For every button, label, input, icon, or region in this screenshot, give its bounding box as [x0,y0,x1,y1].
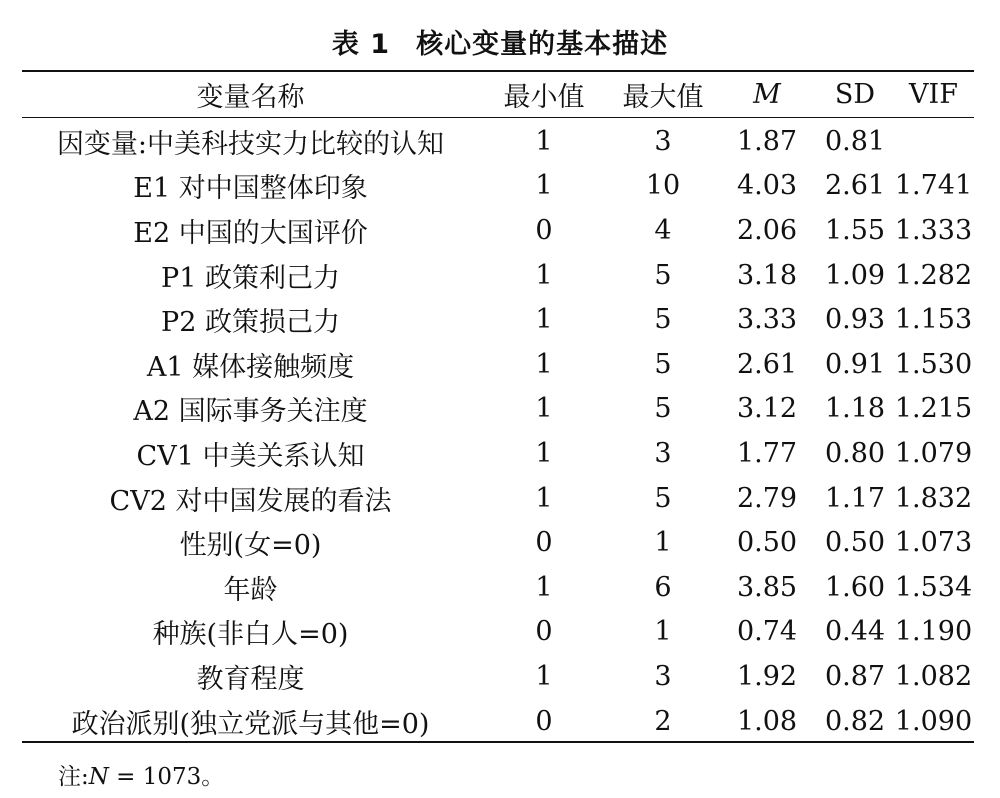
cell-max: 1 [654,616,672,648]
cell-max: 3 [654,437,672,469]
note-variable: N [88,764,109,790]
note-value: = 1073。 [108,764,225,790]
cell-sd: 0.44 [824,616,886,648]
cell-max: 3 [654,660,672,692]
cell-variable-name: A1 媒体接触频度 [146,351,355,383]
cell-sd: 0.81 [824,125,886,157]
table-row [22,520,974,565]
descriptive-statistics-table [22,71,974,743]
cell-min: 0 [535,527,553,559]
cell-variable-name: 性别(女=0) [179,530,322,562]
table-row [22,654,974,699]
cell-sd: 1.55 [824,214,886,246]
cell-variable-name: CV2 对中国发展的看法 [109,485,392,517]
note-prefix: 注: [58,764,89,790]
cell-max: 6 [654,571,672,603]
cell-sd: 1.60 [824,571,886,603]
cell-mean: 0.74 [736,616,798,648]
cell-vif: 1.333 [894,214,973,246]
cell-sd: 1.18 [824,393,886,425]
cell-vif: 1.741 [894,170,973,202]
cell-min: 1 [535,393,553,425]
cell-min: 1 [535,482,553,514]
cell-variable-name: E2 中国的大国评价 [133,217,368,249]
cell-variable-name: 政治派别(独立党派与其他=0) [71,708,430,740]
header-row [22,71,974,117]
margin-fragment [0,598,10,620]
header-variable-name: 变量名称 [196,81,305,113]
cell-vif: 1.190 [894,616,973,648]
cell-mean: 3.18 [736,259,798,291]
cell-variable-name: 种族(非白人=0) [152,619,349,651]
header-max: 最大值 [622,81,704,113]
cell-mean: 2.61 [736,348,798,380]
cell-min: 1 [535,170,553,202]
margin-fragment [0,392,10,414]
cell-variable-name: P1 政策利己力 [161,262,340,294]
cell-vif: 1.090 [894,705,973,737]
table-row [22,297,974,342]
cell-sd: 1.09 [824,259,886,291]
margin-fragment [0,290,10,312]
table-row [22,253,974,298]
cell-variable-name: CV1 中美关系认知 [136,440,365,472]
margin-fragment [0,752,10,774]
cell-variable-name: 教育程度 [196,663,305,695]
header-min: 最小值 [503,81,585,113]
cell-min: 1 [535,304,553,336]
cell-max: 2 [654,705,672,737]
cell-mean: 1.77 [736,437,798,469]
cell-min: 1 [535,437,553,469]
cell-vif: 1.153 [894,304,973,336]
cell-mean: 1.92 [736,660,798,692]
table-number: 表 1 [331,29,391,60]
cell-max: 5 [654,393,672,425]
table-caption [0,22,1000,61]
table-note [58,758,224,791]
cell-variable-name: 年龄 [223,574,278,606]
cell-mean: 1.87 [736,125,798,157]
cell-vif: 1.534 [894,571,973,603]
margin-fragment [0,546,10,568]
cell-max: 1 [654,527,672,559]
cell-vif [893,117,974,164]
cell-max: 5 [654,482,672,514]
table-row [22,476,974,521]
table-row [22,387,974,432]
cell-min: 0 [535,214,553,246]
table-row [22,117,974,164]
header-mean: M [753,78,781,110]
margin-fragment [0,238,10,260]
margin-fragment [0,128,10,150]
cell-vif: 1.832 [894,482,973,514]
cell-mean: 3.33 [736,304,798,336]
table-row [22,164,974,209]
header-vif: VIF [909,78,958,110]
cell-vif: 1.082 [894,660,973,692]
table-row [22,610,974,655]
margin-fragment [0,496,10,518]
cell-min: 0 [535,616,553,648]
cell-mean: 4.03 [736,170,798,202]
header-sd: SD [834,78,876,110]
cell-max: 5 [654,304,672,336]
table-row [22,565,974,610]
cell-sd: 0.50 [824,527,886,559]
cell-min: 1 [535,348,553,380]
cell-max: 10 [645,170,681,202]
cell-variable-name: E1 对中国整体印象 [133,173,368,205]
cell-min: 1 [535,125,553,157]
cell-variable-name: 因变量:中美科技实力比较的认知 [56,128,445,160]
cell-mean: 2.79 [736,482,798,514]
cell-max: 5 [654,259,672,291]
cell-vif: 1.079 [894,437,973,469]
cell-max: 4 [654,214,672,246]
cell-vif: 1.530 [894,348,973,380]
cell-vif: 1.282 [894,259,973,291]
table-title: 核心变量的基本描述 [416,29,669,60]
cell-sd: 0.80 [824,437,886,469]
table-row [22,208,974,253]
cell-variable-name: A2 国际事务关注度 [133,396,368,428]
cell-mean: 3.85 [736,571,798,603]
table-row [22,699,974,744]
cell-sd: 1.17 [824,482,886,514]
cell-max: 3 [654,125,672,157]
cell-mean: 2.06 [736,214,798,246]
cell-sd: 0.82 [824,705,886,737]
cell-min: 1 [535,571,553,603]
cell-min: 1 [535,660,553,692]
cell-mean: 3.12 [736,393,798,425]
cell-min: 0 [535,705,553,737]
cell-vif: 1.215 [894,393,973,425]
cell-max: 5 [654,348,672,380]
cell-min: 1 [535,259,553,291]
table-row [22,431,974,476]
cell-mean: 0.50 [736,527,798,559]
cell-vif: 1.073 [894,527,973,559]
margin-fragment [0,700,10,722]
cell-mean: 1.08 [736,705,798,737]
cell-variable-name: P2 政策损己力 [161,307,340,339]
cell-sd: 0.93 [824,304,886,336]
table-row [22,342,974,387]
cell-sd: 0.91 [824,348,886,380]
cell-sd: 2.61 [824,170,886,202]
cell-sd: 0.87 [824,660,886,692]
